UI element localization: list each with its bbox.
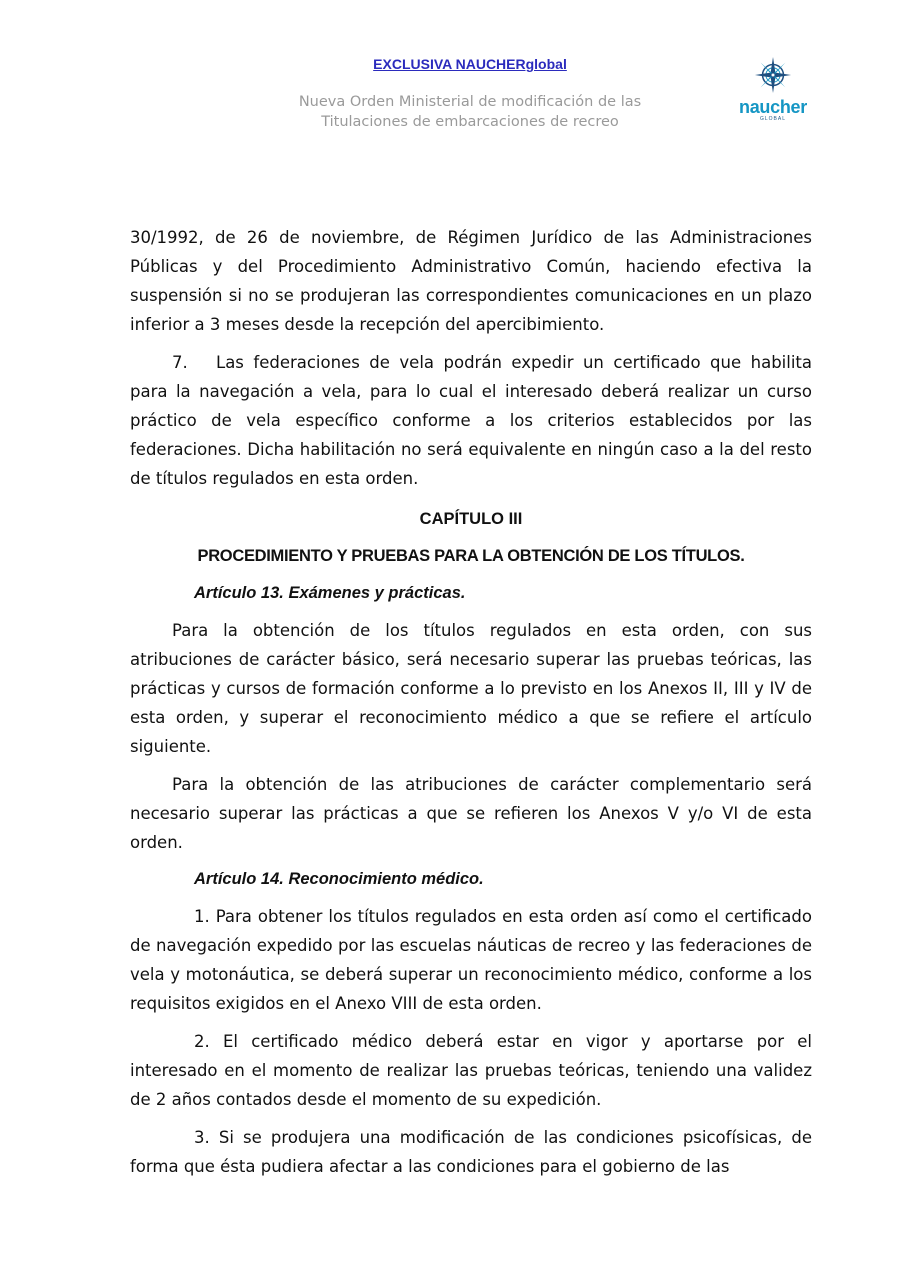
article-13-paragraph-1: Para la obtención de los títulos regulados en esta orden, con sus atribuciones de carácter básico, será necesario superar las pruebas teóricas, las prácticas y cursos de formación conforme a lo previsto en los Anexos II, III y IV de esta orden, y superar el reconocimiento médico a que se refiere el artículo siguiente. — [130, 621, 812, 756]
document-body — [130, 223, 812, 1181]
compass-rose-icon — [754, 56, 792, 94]
logo-subtext: GLOBAL — [759, 116, 786, 122]
exclusiva-link[interactable]: EXCLUSIVA NAUCHERglobal — [373, 56, 567, 72]
naucher-logo — [728, 56, 818, 122]
paragraph-ley-30-1992: 30/1992, de 26 de noviembre, de Régimen Jurídico de las Administraciones Públicas y del Procedimiento Administrativo Común, haciendo efectiva la suspensión si no se produjeran las correspondientes comunicaciones en un plazo inferior a 3 meses desde la recepción del apercibimiento. — [130, 228, 812, 334]
header-subtitle-line2: Titulaciones de embarcaciones de recreo — [321, 114, 619, 130]
paragraph-7-text: Las federaciones de vela podrán expedir un certificado que habilita para la navegación a vela, para lo cual el interesado deberá realizar un curso práctico de vela específico conforme a los criterios establecidos por las federaciones. Dicha habilitación no será equivalente en ningún caso a la del resto de títulos regulados en esta orden. — [130, 353, 812, 488]
article-13-paragraph-2: Para la obtención de las atribuciones de carácter complementario será necesario superar las prácticas a que se refieren los Anexos V y/o VI de esta orden. — [130, 775, 812, 852]
article-14-paragraph-1: 1. Para obtener los títulos regulados en esta orden así como el certificado de navegación expedido por las escuelas náuticas de recreo y las federaciones de vela y motonáutica, se deberá superar un reconocimiento médico, conforme a los requisitos exigidos en el Anexo VIII de esta orden. — [130, 907, 812, 1013]
header-subtitle-line1: Nueva Orden Ministerial de modificación de las — [298, 94, 642, 110]
list-number: 7. — [172, 353, 188, 372]
article-13-title: Artículo 13. Exámenes y prácticas. — [194, 584, 466, 602]
logo-wordmark: naucher — [739, 97, 807, 117]
header-subtitle — [250, 92, 690, 132]
article-14-paragraph-2: 2. El certificado médico deberá estar en vigor y aportarse por el interesado en el momento de realizar las pruebas teóricas, teniendo una validez de 2 años contados desde el momento de su expedición. — [130, 1032, 812, 1109]
chapter-heading: CAPÍTULO III — [419, 510, 523, 528]
article-14-title: Artículo 14. Reconocimiento médico. — [194, 870, 484, 888]
article-14-paragraph-3: 3. Si se produjera una modificación de las condiciones psicofísicas, de forma que ésta pudiera afectar a las condiciones para el gobierno de las — [130, 1128, 812, 1176]
paragraph-7-federaciones — [130, 348, 812, 493]
chapter-title: PROCEDIMIENTO Y PRUEBAS PARA LA OBTENCIÓN DE LOS TÍTULOS. — [197, 547, 745, 565]
